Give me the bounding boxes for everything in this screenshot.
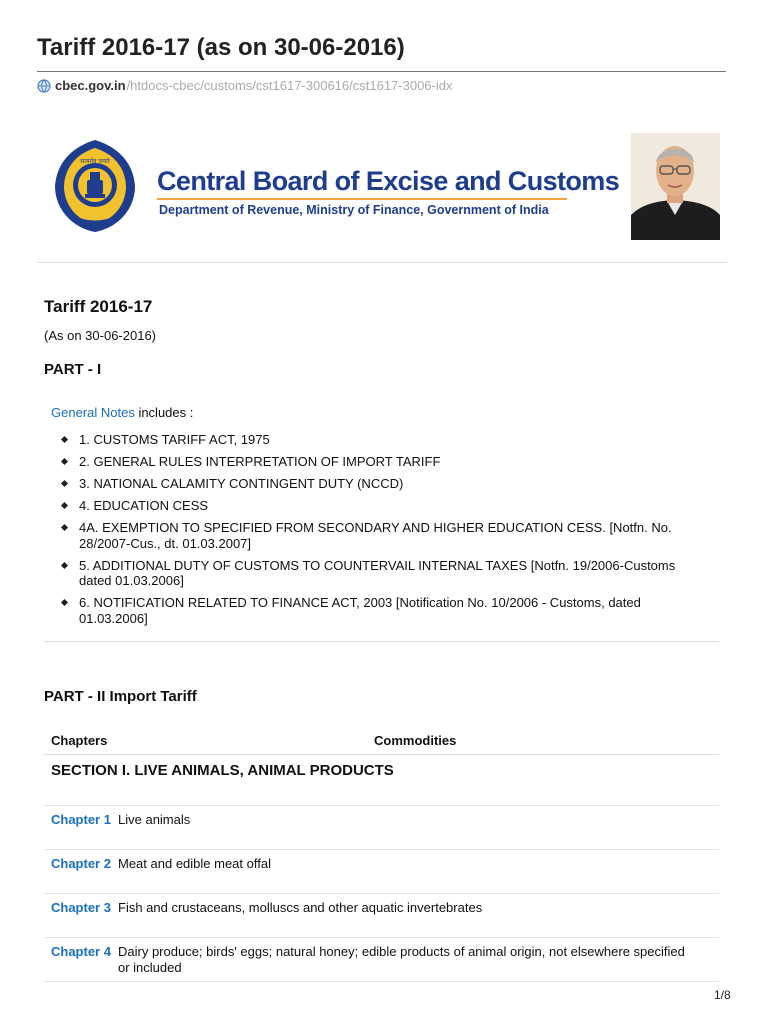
note-text: 3. NATIONAL CALAMITY CONTINGENT DUTY (NCCD) bbox=[79, 476, 404, 491]
general-notes-list bbox=[60, 432, 710, 633]
bullet-icon bbox=[61, 458, 68, 465]
part-2-heading: PART - II Import Tariff bbox=[44, 688, 197, 705]
org-subtitle: Department of Revenue, Ministry of Finance, Government of India bbox=[159, 203, 549, 217]
note-text: 5. ADDITIONAL DUTY OF CUSTOMS TO COUNTERVAIL INTERNAL TAXES [Notfn. 19/2006-Customs dated 01.03.2006] bbox=[79, 557, 676, 588]
chapter-description: Live animals bbox=[118, 812, 191, 827]
chapters-column-header: Chapters bbox=[51, 733, 108, 748]
list-item[interactable] bbox=[60, 476, 710, 492]
chapters-table bbox=[44, 806, 719, 982]
table-row bbox=[44, 806, 719, 850]
source-domain[interactable]: cbec.gov.in bbox=[55, 78, 126, 93]
note-text: 4A. EXEMPTION TO SPECIFIED FROM SECONDARY AND HIGHER EDUCATION CESS. [Notfn. No. 28/2007-Cus., dt. 01.03.2007] bbox=[79, 520, 672, 551]
list-item[interactable] bbox=[60, 498, 710, 514]
as-on-date: (As on 30-06-2016) bbox=[44, 328, 157, 343]
page-number: 1/8 bbox=[714, 988, 731, 1002]
chapter-link[interactable]: Chapter 1 bbox=[51, 812, 111, 827]
official-portrait-image bbox=[631, 133, 720, 240]
banner-divider bbox=[37, 262, 727, 263]
note-text: 6. NOTIFICATION RELATED TO FINANCE ACT, 2003 [Notification No. 10/2006 - Customs, dated 01.03.2006] bbox=[79, 595, 641, 626]
cbec-emblem-logo bbox=[47, 136, 143, 236]
list-item[interactable] bbox=[60, 454, 710, 470]
bullet-icon bbox=[61, 524, 68, 531]
list-item[interactable] bbox=[60, 595, 710, 626]
note-text: 4. EDUCATION CESS bbox=[79, 498, 209, 513]
document-title: Tariff 2016-17 (as on 30-06-2016) bbox=[37, 34, 405, 61]
bullet-icon bbox=[61, 599, 68, 606]
table-row bbox=[44, 850, 719, 894]
note-text: 1. CUSTOMS TARIFF ACT, 1975 bbox=[79, 432, 270, 447]
source-path[interactable]: /htdocs-cbec/customs/cst1617-300616/cst1617-3006-idx bbox=[126, 78, 453, 93]
bullet-icon bbox=[61, 561, 68, 568]
general-notes-suffix: includes : bbox=[134, 405, 194, 420]
source-url[interactable] bbox=[37, 78, 452, 93]
title-divider bbox=[37, 71, 726, 72]
chapter-description: Meat and edible meat offal bbox=[118, 856, 271, 871]
table-header-divider bbox=[44, 754, 719, 755]
emblem-text: सत्यमेव जयते bbox=[80, 158, 110, 165]
org-name: Central Board of Excise and Customs bbox=[157, 166, 620, 196]
bullet-icon bbox=[61, 480, 68, 487]
list-item[interactable] bbox=[60, 520, 710, 551]
note-text: 2. GENERAL RULES INTERPRETATION OF IMPORT TARIFF bbox=[79, 454, 441, 469]
part-1-heading: PART - I bbox=[44, 361, 102, 378]
general-notes-link[interactable]: General Notes bbox=[51, 405, 135, 420]
chapter-description: Fish and crustaceans, molluscs and other aquatic invertebrates bbox=[118, 900, 483, 915]
chapter-link[interactable]: Chapter 3 bbox=[51, 900, 111, 915]
cbec-banner bbox=[37, 118, 727, 263]
section-title: SECTION I. LIVE ANIMALS, ANIMAL PRODUCTS bbox=[51, 762, 394, 779]
table-row bbox=[44, 938, 719, 982]
section-divider bbox=[44, 641, 719, 642]
list-item[interactable] bbox=[60, 558, 710, 589]
org-divider bbox=[157, 198, 567, 200]
table-row bbox=[44, 894, 719, 938]
general-notes-line bbox=[51, 405, 193, 420]
chapter-link[interactable]: Chapter 4 bbox=[51, 944, 111, 959]
globe-icon bbox=[37, 79, 51, 93]
bullet-icon bbox=[61, 502, 68, 509]
list-item[interactable] bbox=[60, 432, 710, 448]
bullet-icon bbox=[61, 436, 68, 443]
commodities-column-header: Commodities bbox=[374, 733, 457, 748]
chapter-description: Dairy produce; birds' eggs; natural honey; edible products of animal origin, not elsewhere specified or included bbox=[118, 944, 685, 975]
tariff-heading: Tariff 2016-17 bbox=[44, 297, 153, 316]
chapter-link[interactable]: Chapter 2 bbox=[51, 856, 111, 871]
